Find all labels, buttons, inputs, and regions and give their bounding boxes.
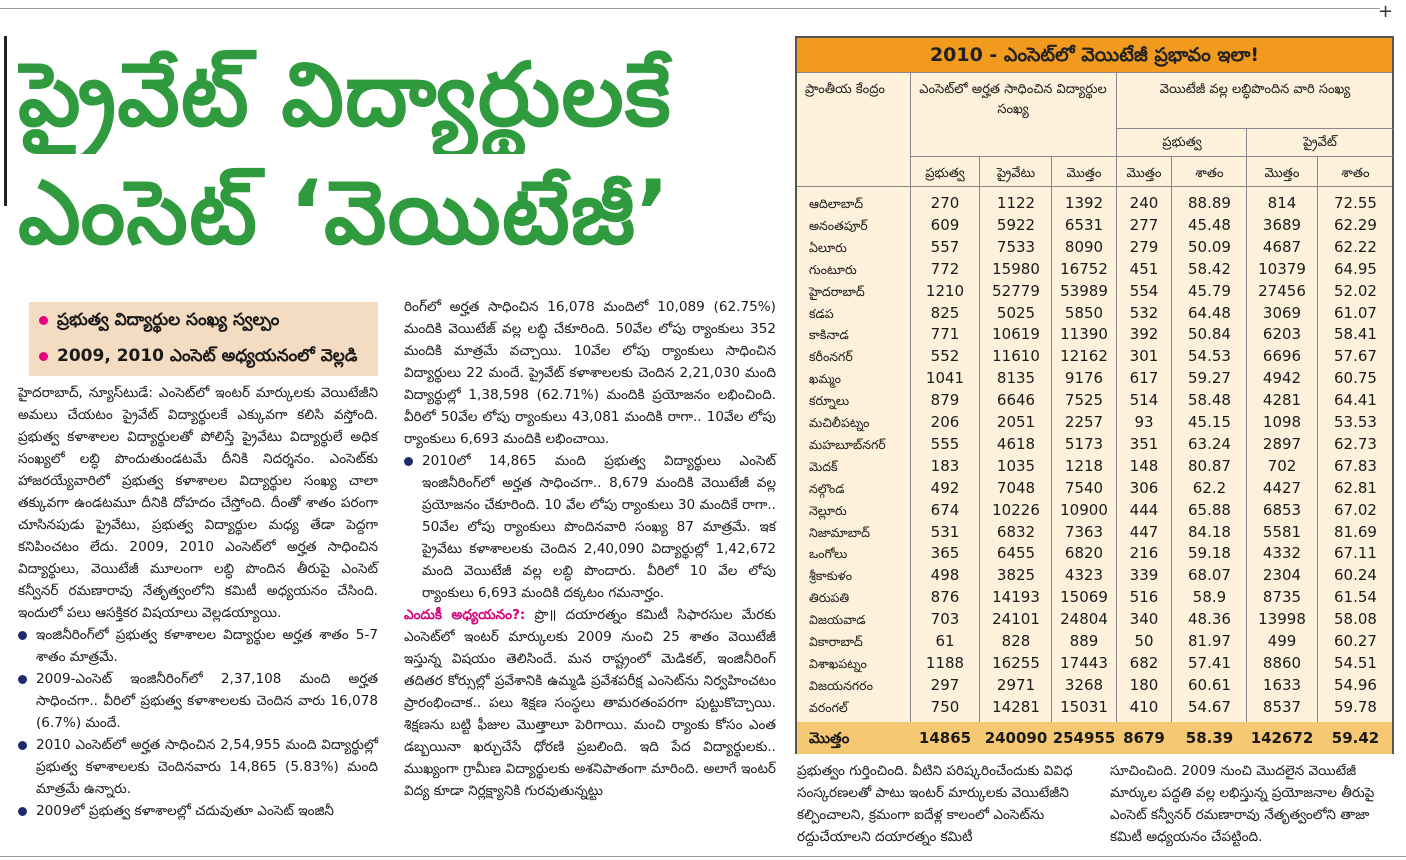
table-cell: 53.53 xyxy=(1334,413,1377,431)
region-name: హైదరాబాద్ xyxy=(809,283,865,299)
table-cell: 68.07 xyxy=(1188,566,1231,585)
table-cell: 609 xyxy=(930,215,960,234)
table-cell: 45.79 xyxy=(1188,281,1231,300)
section-heading: ఎందుకీ అధ్యయనం?: xyxy=(404,607,526,623)
table-rule xyxy=(911,156,1393,157)
table-cell: 11610 xyxy=(992,347,1040,366)
table-row xyxy=(797,609,1392,631)
table-row xyxy=(797,303,1392,325)
article-column-3b: సూచించింది. 2009 నుంచి మొదలైన వెయిటేజీ మార్కుల పద్ధతి వల్ల లభిస్తున్న ప్రయోజనాల తీరుపై ఎంసెట్ కన్వీనర్ రమణారావు నేతృత్వంలోని తాజా కమిటీ అధ్యయనం చేపట్టింది. xyxy=(1110,763,1375,845)
table-cell: 62.81 xyxy=(1334,478,1377,497)
region-name: మహబూబ్‌నగర్ xyxy=(809,436,886,452)
table-cell: 58.41 xyxy=(1334,325,1377,344)
table-cell: 14281 xyxy=(992,697,1040,716)
article-paragraph: ఎందుకీ అధ్యయనం?: ప్రొ॥ దయారత్నం కమిటీ సిఫారసుల మేరకు ఎంసెట్‌లో ఇంటర్ మార్కులకు 2009 నుంచి 25 శాతం వెయిటేజీ ఇస్తున్న విషయం తెలిసిందే. మన రాష్ట్రంలో మెడికల్, ఇంజినీరింగ్ తదితర కోర్సుల్లో ప్రవేశానికి ఉమ్మడి ప్రవేశపరీక్ష ఎంసెట్‌ను నిర్వహించటం ప్రారంభించాక.. పలు శిక్షణ సంస్థలు తామరతంపరగా పుట్టుకొచ్చాయి. శిక్షణను బట్టి ఫీజుల మొత్తాలూ పెరిగాయి. మంచి ర్యాంకు కోసం ఎంత డబ్బయినా ఖర్చుచేసే ధోరణి ప్రబలింది. ఇది పేద విద్యార్థులకు.. ముఖ్యంగా గ్రామీణ విద్యార్థులకు అశనిపాతంగా మారింది. అలాగే ఇంటర్ విద్య కూడా నిర్లక్ష్యానికి గురవుతున్నట్టు xyxy=(404,607,776,799)
table-cell: 24804 xyxy=(1060,610,1108,629)
stats-table xyxy=(795,36,1394,754)
table-cell: 3268 xyxy=(1064,675,1104,694)
table-cell: 6696 xyxy=(1262,347,1302,366)
table-cell: 8090 xyxy=(1064,237,1104,256)
region-name: తిరుపతి xyxy=(809,590,850,606)
article-column-3a: ప్రభుత్వం గుర్తించింది. వీటిని పరిష్కరించేందుకు వివిధ సంస్కరణలతో పాటు ఇంటర్ మార్కులకు వెయిటేజీని కల్పించాలని, క్రమంగా ఐదేళ్ల కాలంలో ఎంసెట్‌ను రద్దుచేయాలని దయారత్నం కమిటీ xyxy=(797,763,1073,845)
table-cell: 6646 xyxy=(996,391,1036,410)
subheader-private-percent: శాతం xyxy=(1341,166,1370,181)
table-cell: 825 xyxy=(930,303,960,322)
table-row xyxy=(797,193,1392,215)
table-cell: 61.07 xyxy=(1334,303,1377,322)
table-cell: 54.51 xyxy=(1334,653,1377,672)
total-cell: 8679 xyxy=(1123,729,1165,747)
region-name: వికారాబాద్ xyxy=(809,634,863,649)
table-cell: 60.61 xyxy=(1188,675,1231,694)
article-column-2 xyxy=(404,296,776,802)
table-row xyxy=(797,215,1392,237)
table-cell: 532 xyxy=(1129,303,1159,322)
table-cell: 392 xyxy=(1129,325,1159,344)
table-cell: 14193 xyxy=(992,588,1040,607)
table-cell: 1392 xyxy=(1064,194,1104,212)
subheader-total: మొత్తం xyxy=(1066,166,1102,181)
table-cell: 12162 xyxy=(1060,347,1108,366)
table-cell: 3069 xyxy=(1262,303,1302,322)
table-cell: 81.97 xyxy=(1188,632,1231,650)
bullet-dot-icon xyxy=(404,457,413,466)
table-cell: 2051 xyxy=(996,413,1036,431)
table-cell: 15031 xyxy=(1060,697,1108,716)
table-row xyxy=(797,368,1392,390)
table-row xyxy=(797,281,1392,303)
region-name: శ్రీకాకుళం xyxy=(809,568,853,584)
article-intro: హైదరాబాద్, న్యూస్‌టుడే: ఎంసెట్‌లో ఇంటర్ మార్కులకు వెయిటేజీని అమలు చేయటం ప్రైవేట్ విద్యార్థులకే ఎక్కువగా కలిసి వస్తోంది. ప్రభుత్వ కళాశాలల విద్యార్థులతో పోలిస్తే ప్రైవేటు విద్యార్థులే అధిక సంఖ్యలో లబ్ధి పొందుతుండటమే దీనికి నిదర్శనం. ఎంసెట్‌కు హాజరయ్యేవారిలో ప్రభుత్వ కళాశాలల విద్యార్థుల సంఖ్య చాలా తక్కువగా ఉండటమూ దీనికి దోహదం చేస్తోంది. దీంతో శాతం పరంగా చూసినపుడు ప్రైవేటు, ప్రభుత్వ విద్యార్థుల మధ్య తేడా పెద్దగా కనిపించటం లేదు. 2009, 2010 ఎంసెట్‌లో అర్హత సాధించిన విద్యార్థులు, వెయిటేజీ మూలంగా లబ్ధి పొందిన తీరుపై ఎంసెట్ కన్వీనర్ రమణారావు నేతృత్వంలోని కమిటీ అధ్యయనం చేసింది. ఇందులో పలు ఆసక్తికర విషయాలు వెల్లడయ్యాయి. xyxy=(18,385,378,621)
table-cell: 81.69 xyxy=(1334,522,1377,541)
header-qualified: ఎంసెట్‌లో అర్హత సాధించిన విద్యార్థుల సంఖ్య xyxy=(919,82,1107,117)
region-name: ఒంగోలు xyxy=(809,546,848,562)
table-cell: 15980 xyxy=(992,259,1040,278)
table-cell: 8537 xyxy=(1262,697,1302,716)
table-cell: 7540 xyxy=(1064,478,1104,497)
region-name: నెల్లూరు xyxy=(809,502,847,518)
table-cell: 24101 xyxy=(992,610,1040,629)
table-cell: 5025 xyxy=(996,303,1036,322)
total-cell: 254955 xyxy=(1052,729,1116,747)
region-name: గుంటూరు xyxy=(809,261,857,277)
region-name: ఆదిలాబాద్ xyxy=(809,196,864,211)
region-name: నిజామాబాద్ xyxy=(809,524,870,540)
table-cell: 64.95 xyxy=(1334,259,1377,278)
table-row xyxy=(797,456,1392,478)
total-cell: 14865 xyxy=(918,729,972,747)
table-cell: 365 xyxy=(930,544,960,563)
table-cell: 10226 xyxy=(992,500,1040,519)
bottom-rule xyxy=(0,856,1406,857)
table-cell: 50 xyxy=(1134,632,1154,650)
table-rule xyxy=(1117,128,1393,129)
table-cell: 4687 xyxy=(1262,237,1302,256)
table-cell: 50.09 xyxy=(1188,237,1231,256)
table-cell: 67.11 xyxy=(1334,544,1377,563)
table-cell: 17443 xyxy=(1060,653,1108,672)
bullet-item: 2009-ఎంసెట్ ఇంజినీరింగ్‌లో 2,37,108 మంది అర్హత సాధించగా.. వీరిలో ప్రభుత్వ కళాశాలలకు చెందిన వారు 16,078 (6.7%) మందే. xyxy=(18,668,378,734)
table-cell: 58.08 xyxy=(1334,610,1377,629)
headline-line-2: ఎంసెట్ ‘వెయిటేజీ’ xyxy=(18,161,671,264)
header-group-private: ప్రైవేట్ xyxy=(1303,135,1337,150)
table-cell: 554 xyxy=(1129,281,1159,300)
table-cell: 4427 xyxy=(1262,478,1302,497)
bullet-item: 2010 ఎంసెట్‌లో అర్హత సాధించిన 2,54,955 మంది విద్యార్థుల్లో ప్రభుత్వ కళాశాలలకు చెందినవారు 14,865 (5.83%) మంది మాత్రమే ఉన్నారు. xyxy=(18,734,378,800)
table-cell: 62.22 xyxy=(1334,237,1377,256)
table-cell: 16255 xyxy=(992,653,1040,672)
table-cell: 6853 xyxy=(1262,500,1302,519)
table-cell: 531 xyxy=(930,522,960,541)
table-cell: 61 xyxy=(935,632,955,650)
table-cell: 7048 xyxy=(996,478,1036,497)
headline-line-1: ప్రైవేట్ విద్యార్థులకే xyxy=(18,43,672,146)
table-cell: 2971 xyxy=(996,675,1036,694)
total-cell: 59.42 xyxy=(1331,729,1380,747)
table-row xyxy=(797,412,1392,434)
total-cell: 58.39 xyxy=(1185,729,1234,747)
table-cell: 6455 xyxy=(996,544,1036,563)
crop-mark: + xyxy=(1378,1,1394,22)
table-cell: 206 xyxy=(930,413,960,431)
table-cell: 879 xyxy=(930,391,960,410)
table-cell: 59.78 xyxy=(1334,697,1377,716)
table-cell: 514 xyxy=(1129,391,1159,410)
table-cell: 58.48 xyxy=(1188,391,1231,410)
subheader-private-total: మొత్తం xyxy=(1264,166,1300,181)
table-cell: 8135 xyxy=(996,369,1036,388)
table-cell: 5173 xyxy=(1064,434,1104,453)
header-group-govt: ప్రభుత్వ xyxy=(1162,135,1202,150)
region-name: ఏలూరు xyxy=(809,239,847,255)
table-row xyxy=(797,259,1392,281)
region-name: అనంతపూర్ xyxy=(809,217,868,233)
table-cell: 240 xyxy=(1129,194,1159,212)
total-cell: 142672 xyxy=(1250,729,1314,747)
article-column-1 xyxy=(18,382,378,822)
table-cell: 67.02 xyxy=(1334,500,1377,519)
article-paragraph: రింగ్‌లో అర్హత సాధించిన 16,078 మందిలో 10,089 (62.75%) మందికి వెయిటేజ్ వల్ల లబ్ధి చేకూరింది. 50వేల లోపు ర్యాంకులు 352 మందికి మాత్రమే వచ్చాయి. 10వేల లోపు ర్యాంకులు సాధించిన విద్యార్థులు 22 మందే. ప్రైవేట్ కళాశాలలకు చెందిన 2,21,030 మంది విద్యార్థుల్లో 1,38,598 (62.71%) మందికి ప్రయోజనం లభించింది. వీరిలో 50వేల లోపు ర్యాంకులు 43,081 మందికి రాగా.. 10వేల లోపు ర్యాంకులు 6,693 మందికి లభించాయి. xyxy=(404,299,776,447)
table-cell: 682 xyxy=(1129,653,1159,672)
table-cell: 7363 xyxy=(1064,522,1104,541)
table-cell: 45.15 xyxy=(1188,413,1231,431)
table-cell: 4323 xyxy=(1064,566,1104,585)
table-cell: 8860 xyxy=(1262,653,1302,672)
table-cell: 771 xyxy=(930,325,960,344)
table-cell: 557 xyxy=(930,237,960,256)
table-cell: 702 xyxy=(1267,456,1297,475)
bullet-item: 2010లో 14,865 మంది ప్రభుత్వ విద్యార్థులు ఎంసెట్ ఇంజినీరింగ్‌లో అర్హత సాధించగా.. 8,679 మందికి వెయిటేజీ వల్ల ప్రయోజనం చేకూరింది. 10 వేల లోపు ర్యాంకులు 30 మందికే రాగా.. 50వేల లోపు ర్యాంకులు పొందినవారి సంఖ్య 87 మాత్రమే. ఇక ప్రైవేటు కళాశాలలకు చెందిన 2,40,090 విద్యార్థుల్లో 1,42,672 మంది వెయిటేజీ వల్ల లబ్ధి పొందారు. వీరిలో 10 వేల లోపు ర్యాంకులు 6,693 మందికి దక్కటం గమనార్హం. xyxy=(404,450,776,604)
subheader-govt-total: మొత్తం xyxy=(1126,166,1162,181)
table-cell: 2304 xyxy=(1262,566,1302,585)
bullet-dot-icon xyxy=(18,675,27,684)
table-cell: 64.48 xyxy=(1188,303,1231,322)
table-rule xyxy=(797,72,1392,73)
table-cell: 444 xyxy=(1129,500,1159,519)
table-row xyxy=(797,434,1392,456)
table-cell: 180 xyxy=(1129,675,1159,694)
table-cell: 516 xyxy=(1129,588,1159,607)
headline xyxy=(18,36,788,272)
table-cell: 270 xyxy=(930,194,960,212)
table-cell: 772 xyxy=(930,259,960,278)
table-cell: 63.24 xyxy=(1188,434,1231,453)
bullet-dot-icon xyxy=(18,631,27,640)
table-cell: 4281 xyxy=(1262,391,1302,410)
bullet-item: 2009లో ప్రభుత్వ కళాశాలల్లో చదువుతూ ఎంసెట్ ఇంజినీ xyxy=(18,800,378,822)
table-cell: 58.42 xyxy=(1188,259,1231,278)
table-cell: 52.02 xyxy=(1334,281,1377,300)
subheading-2: 2009, 2010 ఎంసెట్ అధ్యయనంలో వెల్లడి xyxy=(39,346,357,370)
region-name: కాకినాడ xyxy=(809,327,849,343)
table-cell: 54.96 xyxy=(1334,675,1377,694)
table-cell: 498 xyxy=(930,566,960,585)
table-cell: 50.84 xyxy=(1188,325,1231,344)
table-cell: 876 xyxy=(930,588,960,607)
table-cell: 61.54 xyxy=(1334,588,1377,607)
table-row xyxy=(797,237,1392,259)
table-cell: 60.24 xyxy=(1334,566,1377,585)
region-name: విజయనగరం xyxy=(809,677,873,693)
table-cell: 62.2 xyxy=(1192,478,1227,497)
table-cell: 750 xyxy=(930,697,960,716)
table-cell: 301 xyxy=(1129,347,1159,366)
table-cell: 6531 xyxy=(1064,215,1104,234)
table-cell: 6203 xyxy=(1262,325,1302,344)
bullet-dot-icon xyxy=(39,316,48,325)
table-cell: 674 xyxy=(930,500,960,519)
table-cell: 555 xyxy=(930,434,960,453)
table-cell: 67.83 xyxy=(1334,456,1377,475)
table-row xyxy=(797,390,1392,412)
table-row xyxy=(797,478,1392,500)
table-cell: 84.18 xyxy=(1188,522,1231,541)
table-cell: 889 xyxy=(1069,632,1099,650)
table-cell: 62.29 xyxy=(1334,215,1377,234)
region-name: కరీంనగర్ xyxy=(809,349,853,365)
table-row xyxy=(797,653,1392,675)
table-cell: 1041 xyxy=(925,369,965,388)
table-cell: 7525 xyxy=(1064,391,1104,410)
bullet-dot-icon xyxy=(18,741,27,750)
table-cell: 59.27 xyxy=(1188,369,1231,388)
table-row xyxy=(797,587,1392,609)
subheading-1: ప్రభుత్వ విద్యార్థుల సంఖ్య స్వల్పం xyxy=(39,310,279,334)
table-cell: 10619 xyxy=(992,325,1040,344)
table-cell: 216 xyxy=(1129,544,1159,563)
total-label: మొత్తం xyxy=(809,729,850,747)
region-name: విశాఖపట్నం xyxy=(809,655,867,671)
table-cell: 60.27 xyxy=(1334,632,1377,650)
table-row xyxy=(797,697,1392,719)
table-cell: 703 xyxy=(930,610,960,629)
table-cell: 54.67 xyxy=(1188,697,1231,716)
region-name: మచిలీపట్నం xyxy=(809,415,870,430)
table-cell: 2257 xyxy=(1064,413,1104,431)
table-cell: 279 xyxy=(1129,237,1159,256)
table-cell: 4618 xyxy=(996,434,1036,453)
table-cell: 828 xyxy=(1001,632,1031,650)
table-row xyxy=(797,543,1392,565)
total-cell: 240090 xyxy=(984,729,1048,747)
table-cell: 1188 xyxy=(925,653,965,672)
table-cell: 53989 xyxy=(1060,281,1108,300)
table-cell: 1098 xyxy=(1262,413,1302,431)
table-cell: 8735 xyxy=(1262,588,1302,607)
table-cell: 10900 xyxy=(1060,500,1108,519)
table-cell: 88.89 xyxy=(1188,194,1231,212)
left-accent-bar xyxy=(4,36,7,206)
subheader-govt: ప్రభుత్వ xyxy=(925,166,965,181)
table-cell: 3689 xyxy=(1262,215,1302,234)
subheader-govt-percent: శాతం xyxy=(1195,166,1224,181)
table-cell: 1210 xyxy=(925,281,965,300)
table-title: 2010 - ఎంసెట్‌లో వెయిటేజీ ప్రభావం ఇలా! xyxy=(797,38,1392,72)
table-cell: 617 xyxy=(1129,369,1159,388)
table-cell: 10379 xyxy=(1258,259,1306,278)
bullet-dot-icon xyxy=(18,807,27,816)
table-row xyxy=(797,631,1392,653)
table-cell: 447 xyxy=(1129,522,1159,541)
bullet-dot-icon xyxy=(39,352,48,361)
table-cell: 64.41 xyxy=(1334,391,1377,410)
table-cell: 5850 xyxy=(1064,303,1104,322)
table-cell: 340 xyxy=(1129,610,1159,629)
table-cell: 4332 xyxy=(1262,544,1302,563)
table-cell: 3825 xyxy=(996,566,1036,585)
region-name: ఖమ్మం xyxy=(809,371,841,387)
table-cell: 27456 xyxy=(1258,281,1306,300)
table-cell: 2897 xyxy=(1262,434,1302,453)
table-cell: 58.9 xyxy=(1192,588,1227,607)
table-cell: 11390 xyxy=(1060,325,1108,344)
table-total-row xyxy=(797,722,1392,754)
table-cell: 6820 xyxy=(1064,544,1104,563)
table-cell: 1633 xyxy=(1262,675,1302,694)
region-name: వరంగల్ xyxy=(809,699,848,715)
table-cell: 80.87 xyxy=(1188,456,1231,475)
table-cell: 72.55 xyxy=(1334,194,1377,212)
table-cell: 45.48 xyxy=(1188,215,1231,234)
table-cell: 5922 xyxy=(996,215,1036,234)
header-benefited: వెయిటేజీ వల్ల లబ్ధిపొందిన వారి సంఖ్య xyxy=(1159,82,1351,97)
table-cell: 297 xyxy=(930,675,960,694)
table-row xyxy=(797,324,1392,346)
region-name: కర్నూలు xyxy=(809,393,850,409)
subheading-box xyxy=(29,302,378,376)
table-cell: 6832 xyxy=(996,522,1036,541)
table-row xyxy=(797,522,1392,544)
region-name: కడప xyxy=(809,305,834,321)
table-cell: 410 xyxy=(1129,697,1159,716)
subheader-private: ప్రైవేటు xyxy=(996,166,1036,181)
table-cell: 351 xyxy=(1129,434,1159,453)
table-cell: 814 xyxy=(1267,194,1297,212)
table-row xyxy=(797,565,1392,587)
table-cell: 339 xyxy=(1129,566,1159,585)
table-cell: 54.53 xyxy=(1188,347,1231,366)
region-name: విజయవాడ xyxy=(809,612,866,628)
table-row xyxy=(797,346,1392,368)
table-cell: 65.88 xyxy=(1188,500,1231,519)
table-cell: 48.36 xyxy=(1188,610,1231,629)
table-cell: 1218 xyxy=(1064,456,1104,475)
table-row xyxy=(797,500,1392,522)
table-row xyxy=(797,675,1392,697)
table-cell: 15069 xyxy=(1060,588,1108,607)
table-cell: 1035 xyxy=(996,456,1036,475)
table-cell: 9176 xyxy=(1064,369,1104,388)
table-rule xyxy=(797,186,1392,187)
table-cell: 499 xyxy=(1267,632,1297,650)
region-name: మెదక్ xyxy=(809,458,838,474)
header-region: ప్రాంతీయ కేంద్రం xyxy=(805,82,886,97)
table-cell: 451 xyxy=(1129,259,1159,278)
table-cell: 5581 xyxy=(1262,522,1302,541)
bullet-item: ఇంజినీరింగ్‌లో ప్రభుత్వ కళాశాలల విద్యార్థుల అర్హత శాతం 5-7 శాతం మాత్రమే. xyxy=(18,624,378,668)
table-cell: 13998 xyxy=(1258,610,1306,629)
table-cell: 52779 xyxy=(992,281,1040,300)
table-cell: 277 xyxy=(1129,215,1159,234)
table-cell: 59.18 xyxy=(1188,544,1231,563)
table-cell: 62.73 xyxy=(1334,434,1377,453)
table-cell: 93 xyxy=(1134,413,1154,431)
table-cell: 183 xyxy=(930,456,960,475)
table-cell: 306 xyxy=(1129,478,1159,497)
table-cell: 4942 xyxy=(1262,369,1302,388)
top-rule xyxy=(0,8,1380,9)
table-cell: 57.67 xyxy=(1334,347,1377,366)
table-cell: 1122 xyxy=(996,194,1036,212)
table-cell: 60.75 xyxy=(1334,369,1377,388)
table-cell: 7533 xyxy=(996,237,1036,256)
region-name: నల్గొండ xyxy=(809,480,845,496)
table-cell: 57.41 xyxy=(1188,653,1231,672)
table-cell: 148 xyxy=(1129,456,1159,475)
table-cell: 16752 xyxy=(1060,259,1108,278)
table-cell: 552 xyxy=(930,347,960,366)
table-cell: 492 xyxy=(930,478,960,497)
